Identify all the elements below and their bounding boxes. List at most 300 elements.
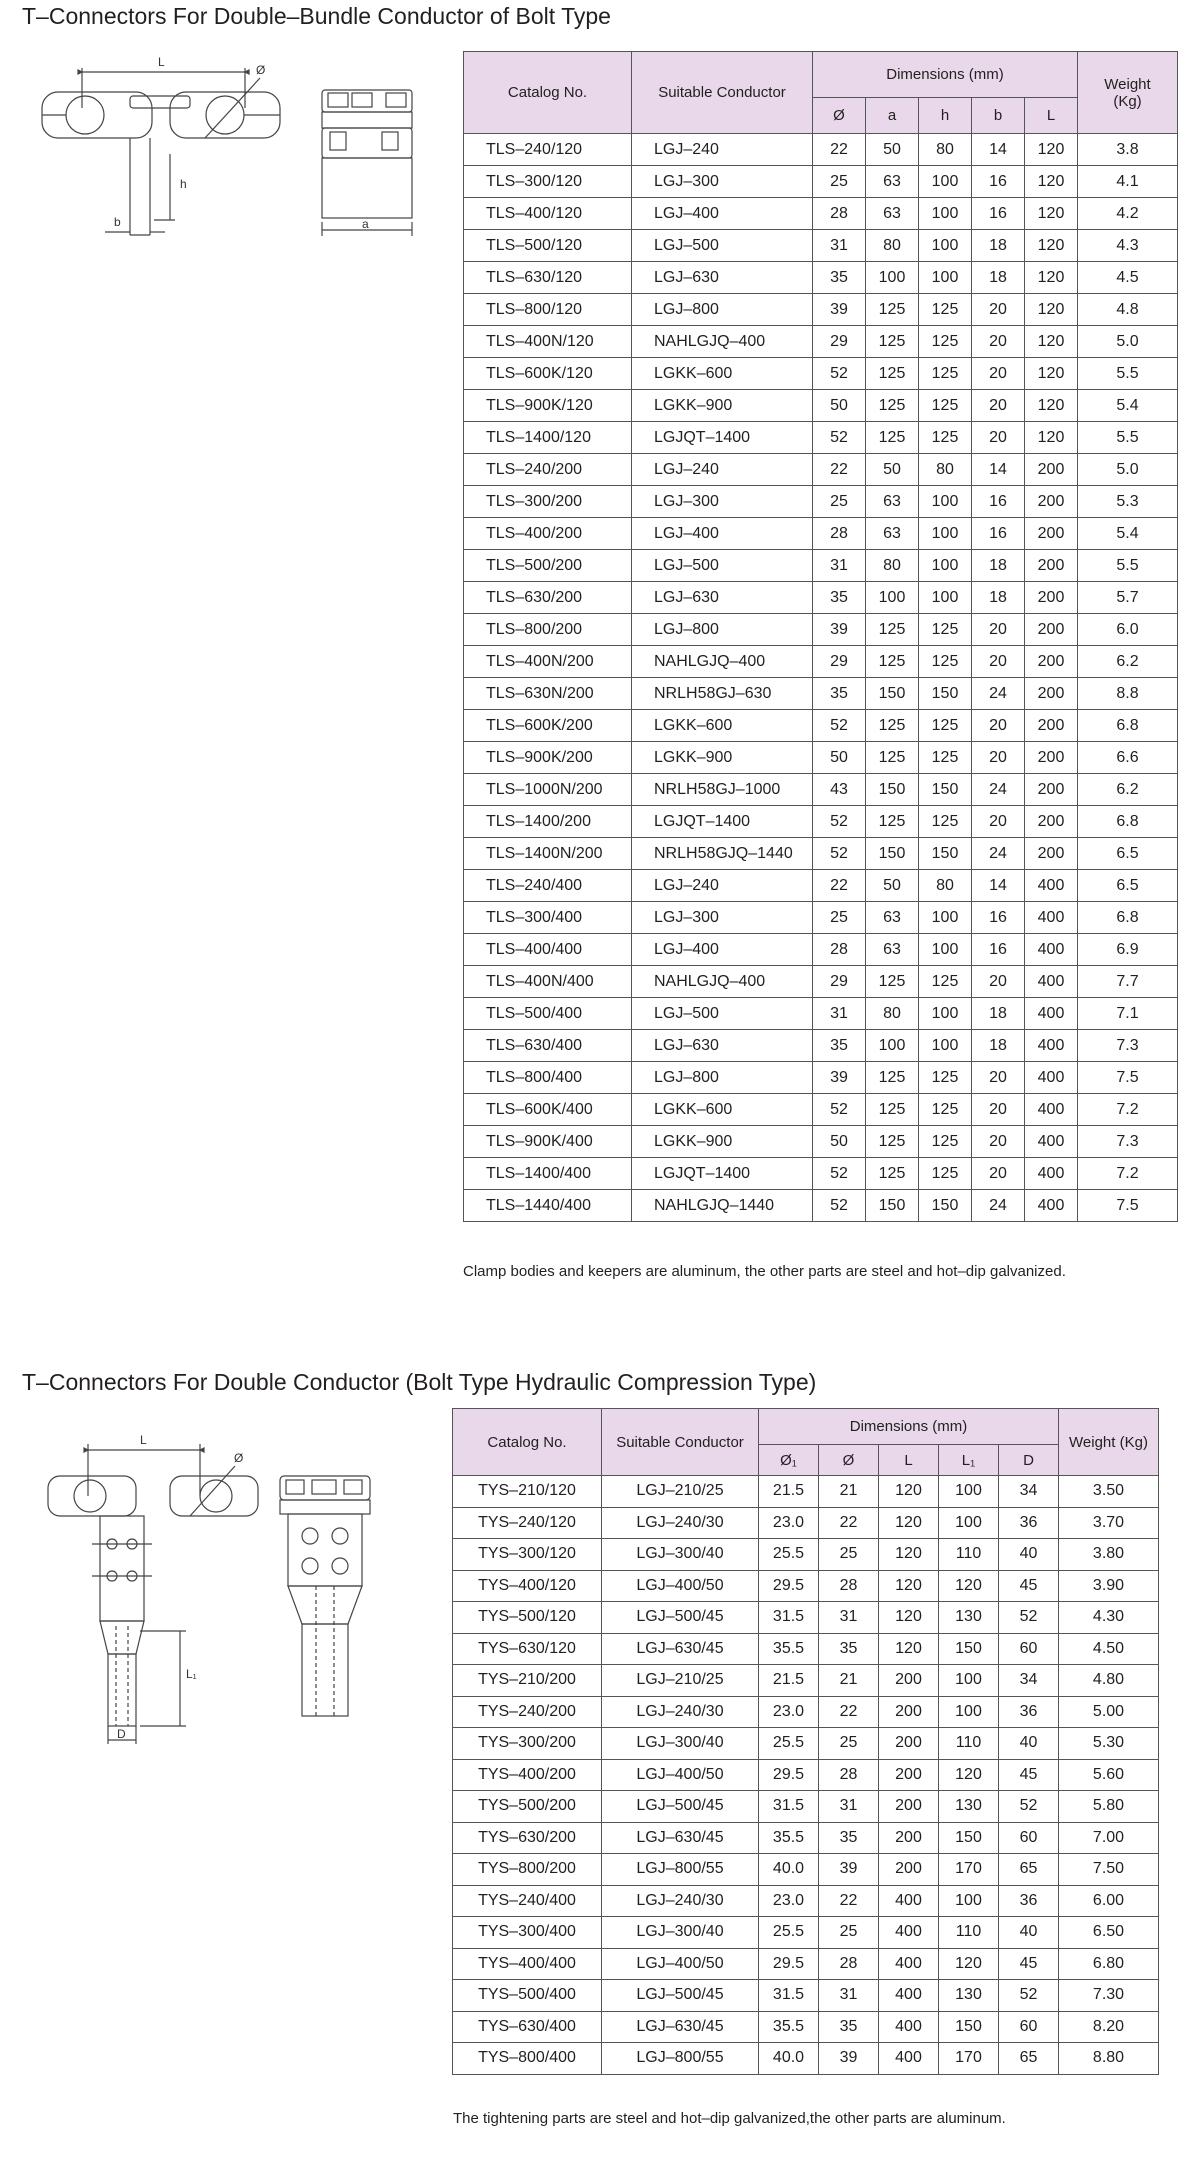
conductor-cell: LGJ–400/50 — [602, 1948, 759, 1980]
conductor-cell: LGJQT–1400 — [632, 422, 813, 454]
dim-cell: 120 — [1025, 422, 1078, 454]
conductor-cell: LGJQT–1400 — [632, 1158, 813, 1190]
dim-cell: 52 — [813, 710, 866, 742]
dim-cell: 20 — [972, 358, 1025, 390]
dim-cell: 130 — [939, 1791, 999, 1823]
dim-cell: 120 — [1025, 198, 1078, 230]
dim-cell: 45 — [999, 1570, 1059, 1602]
dim-cell: 125 — [919, 390, 972, 422]
dim-cell: 31 — [813, 550, 866, 582]
conductor-cell: LGJ–400 — [632, 518, 813, 550]
catalog-no-cell: TLS–630/400 — [464, 1030, 632, 1062]
weight-cell: 5.4 — [1078, 518, 1178, 550]
weight-cell: 4.30 — [1059, 1602, 1159, 1634]
dim-h-label: h — [180, 177, 187, 191]
dim-cell: 63 — [866, 518, 919, 550]
catalog-no-cell: TYS–630/400 — [453, 2011, 602, 2043]
weight-cell: 5.7 — [1078, 582, 1178, 614]
dim-cell: 40 — [999, 1728, 1059, 1760]
dim-cell: 120 — [879, 1570, 939, 1602]
conductor-cell: LGJ–500 — [632, 550, 813, 582]
header-suitable-conductor: Suitable Conductor — [632, 52, 813, 134]
conductor-cell: LGJ–210/25 — [602, 1476, 759, 1508]
dim-cell: 20 — [972, 390, 1025, 422]
catalog-no-cell: TYS–300/400 — [453, 1917, 602, 1949]
dim-cell: 125 — [866, 422, 919, 454]
conductor-cell: LGJ–400/50 — [602, 1759, 759, 1791]
dim-cell: 22 — [819, 1696, 879, 1728]
weight-cell: 5.5 — [1078, 422, 1178, 454]
dim-cell: 120 — [939, 1759, 999, 1791]
dim-cell: 120 — [879, 1633, 939, 1665]
catalog-no-cell: TLS–900K/400 — [464, 1126, 632, 1158]
dim-cell: 125 — [919, 710, 972, 742]
dim-cell: 25 — [819, 1539, 879, 1571]
weight-cell: 6.50 — [1059, 1917, 1159, 1949]
catalog-no-cell: TYS–800/400 — [453, 2043, 602, 2075]
weight-cell: 7.5 — [1078, 1190, 1178, 1222]
conductor-cell: LGJQT–1400 — [632, 806, 813, 838]
conductor-cell: LGJ–210/25 — [602, 1665, 759, 1697]
weight-cell: 7.3 — [1078, 1126, 1178, 1158]
table-row — [464, 166, 1178, 198]
dim-cell: 20 — [972, 966, 1025, 998]
dim-cell: 100 — [919, 166, 972, 198]
catalog-no-cell: TYS–210/200 — [453, 1665, 602, 1697]
dim-cell: 35.5 — [759, 1633, 819, 1665]
dim-cell: 100 — [939, 1665, 999, 1697]
table-row — [453, 1822, 1159, 1854]
catalog-no-cell: TYS–500/120 — [453, 1602, 602, 1634]
table-row — [464, 390, 1178, 422]
dim-cell: 120 — [1025, 230, 1078, 262]
weight-cell: 7.5 — [1078, 1062, 1178, 1094]
table-row — [464, 774, 1178, 806]
conductor-cell: NAHLGJQ–400 — [632, 326, 813, 358]
table-row — [464, 294, 1178, 326]
dim-cell: 31.5 — [759, 1602, 819, 1634]
dim-cell: 150 — [939, 2011, 999, 2043]
dim-cell: 80 — [866, 550, 919, 582]
weight-cell: 6.2 — [1078, 774, 1178, 806]
dim-cell: 35 — [819, 1633, 879, 1665]
weight-cell: 7.50 — [1059, 1854, 1159, 1886]
table-row — [464, 486, 1178, 518]
dim-cell: 31 — [819, 1791, 879, 1823]
catalog-no-cell: TLS–400N/400 — [464, 966, 632, 998]
dim-cell: 22 — [813, 870, 866, 902]
dim-cell: 29 — [813, 326, 866, 358]
table-row — [464, 1126, 1178, 1158]
table-row — [464, 326, 1178, 358]
table-row — [464, 1094, 1178, 1126]
header-dim: L₁ — [939, 1445, 999, 1476]
dim-cell: 125 — [866, 646, 919, 678]
weight-cell: 6.0 — [1078, 614, 1178, 646]
table-row — [453, 1728, 1159, 1760]
dim-cell: 125 — [866, 326, 919, 358]
conductor-cell: LGJ–300/40 — [602, 1539, 759, 1571]
weight-cell: 4.3 — [1078, 230, 1178, 262]
dim-cell: 100 — [919, 230, 972, 262]
catalog-no-cell: TLS–630/120 — [464, 262, 632, 294]
dim-cell: 200 — [879, 1759, 939, 1791]
dim-cell: 28 — [819, 1570, 879, 1602]
table-row — [464, 838, 1178, 870]
dim-cell: 25.5 — [759, 1539, 819, 1571]
dim-cell: 29.5 — [759, 1948, 819, 1980]
catalog-no-cell: TYS–400/200 — [453, 1759, 602, 1791]
dim-cell: 125 — [866, 294, 919, 326]
dim-cell: 200 — [879, 1791, 939, 1823]
catalog-no-cell: TYS–500/200 — [453, 1791, 602, 1823]
table-row — [464, 454, 1178, 486]
tls-front-view-drawing — [30, 50, 290, 240]
dim-cell: 45 — [999, 1759, 1059, 1791]
dim-cell: 170 — [939, 2043, 999, 2075]
weight-cell: 6.5 — [1078, 838, 1178, 870]
dim-cell: 200 — [1025, 806, 1078, 838]
dim-cell: 22 — [819, 1885, 879, 1917]
table-row — [453, 1665, 1159, 1697]
dim-cell: 31 — [813, 998, 866, 1030]
catalog-no-cell: TYS–240/200 — [453, 1696, 602, 1728]
dim-cell: 25.5 — [759, 1728, 819, 1760]
dim-cell: 120 — [1025, 390, 1078, 422]
dim-cell: 200 — [1025, 582, 1078, 614]
dim-cell: 60 — [999, 1633, 1059, 1665]
dim-cell: 125 — [866, 742, 919, 774]
table-row — [453, 1476, 1159, 1508]
weight-cell: 7.00 — [1059, 1822, 1159, 1854]
dim-cell: 20 — [972, 422, 1025, 454]
dim-cell: 28 — [819, 1759, 879, 1791]
conductor-cell: LGJ–400/50 — [602, 1570, 759, 1602]
dim-cell: 36 — [999, 1696, 1059, 1728]
weight-cell: 6.5 — [1078, 870, 1178, 902]
dim-cell: 28 — [819, 1948, 879, 1980]
tls-specification-table — [463, 51, 1178, 1222]
dim-cell: 39 — [813, 1062, 866, 1094]
dim-cell: 125 — [866, 806, 919, 838]
dim-cell: 23.0 — [759, 1696, 819, 1728]
dim-cell: 20 — [972, 614, 1025, 646]
dim-cell: 125 — [919, 1158, 972, 1190]
tys-front-view-drawing — [40, 1426, 270, 1746]
dim-a-label: a — [362, 217, 369, 231]
dim-cell: 120 — [1025, 134, 1078, 166]
catalog-no-cell: TYS–800/200 — [453, 1854, 602, 1886]
weight-cell: 3.90 — [1059, 1570, 1159, 1602]
header-dim: L — [879, 1445, 939, 1476]
conductor-cell: LGJ–630/45 — [602, 1822, 759, 1854]
dim-cell: 80 — [919, 454, 972, 486]
dim-cell: 150 — [866, 774, 919, 806]
header-catalog-no: Catalog No. — [464, 52, 632, 134]
header-suitable-conductor: Suitable Conductor — [602, 1409, 759, 1476]
dim-cell: 52 — [813, 422, 866, 454]
table-row — [464, 1030, 1178, 1062]
header-dim: L — [1025, 98, 1078, 134]
header-dimensions: Dimensions (mm) — [759, 1409, 1059, 1445]
catalog-no-cell: TLS–630N/200 — [464, 678, 632, 710]
dim-cell: 18 — [972, 550, 1025, 582]
dim-cell: 20 — [972, 1126, 1025, 1158]
header-dimensions: Dimensions (mm) — [813, 52, 1078, 98]
conductor-cell: NAHLGJQ–1440 — [632, 1190, 813, 1222]
weight-cell: 5.4 — [1078, 390, 1178, 422]
catalog-no-cell: TLS–240/120 — [464, 134, 632, 166]
table-row — [464, 422, 1178, 454]
header-dim: a — [866, 98, 919, 134]
dim-cell: 120 — [879, 1539, 939, 1571]
dim-cell: 120 — [879, 1602, 939, 1634]
catalog-no-cell: TLS–800/200 — [464, 614, 632, 646]
table-row — [453, 1854, 1159, 1886]
dim-cell: 130 — [939, 1602, 999, 1634]
tls-side-view-drawing — [312, 84, 422, 244]
conductor-cell: LGJ–300/40 — [602, 1728, 759, 1760]
weight-cell: 6.2 — [1078, 646, 1178, 678]
dim-cell: 45 — [999, 1948, 1059, 1980]
conductor-cell: LGJ–800 — [632, 1062, 813, 1094]
dim-cell: 40.0 — [759, 2043, 819, 2075]
dim-cell: 50 — [866, 454, 919, 486]
conductor-cell: LGJ–630 — [632, 1030, 813, 1062]
dim-cell: 100 — [919, 998, 972, 1030]
header-catalog-no: Catalog No. — [453, 1409, 602, 1476]
table-row — [453, 1885, 1159, 1917]
dim-cell: 21.5 — [759, 1665, 819, 1697]
dim-cell: 18 — [972, 262, 1025, 294]
dim-cell: 100 — [866, 582, 919, 614]
table-row — [464, 678, 1178, 710]
dim-cell: 35.5 — [759, 1822, 819, 1854]
dim-cell: 125 — [866, 358, 919, 390]
conductor-cell: LGJ–240/30 — [602, 1507, 759, 1539]
dim-cell: 31.5 — [759, 1791, 819, 1823]
dim-cell: 200 — [1025, 486, 1078, 518]
conductor-cell: LGJ–500 — [632, 998, 813, 1030]
dim-cell: 35 — [819, 1822, 879, 1854]
dim-cell: 150 — [939, 1633, 999, 1665]
conductor-cell: LGJ–240 — [632, 870, 813, 902]
weight-cell: 3.8 — [1078, 134, 1178, 166]
table-row — [453, 1791, 1159, 1823]
weight-cell: 5.5 — [1078, 358, 1178, 390]
catalog-no-cell: TLS–300/400 — [464, 902, 632, 934]
dim-L-label: L — [140, 1433, 147, 1447]
dim-cell: 50 — [813, 1126, 866, 1158]
weight-cell: 4.2 — [1078, 198, 1178, 230]
weight-cell: 6.8 — [1078, 710, 1178, 742]
dim-cell: 50 — [866, 870, 919, 902]
dim-cell: 200 — [1025, 614, 1078, 646]
dim-cell: 52 — [813, 1190, 866, 1222]
dim-cell: 125 — [919, 1094, 972, 1126]
catalog-no-cell: TYS–500/400 — [453, 1980, 602, 2012]
dim-cell: 25 — [813, 486, 866, 518]
catalog-no-cell: TLS–600K/200 — [464, 710, 632, 742]
dim-cell: 20 — [972, 806, 1025, 838]
weight-cell: 4.50 — [1059, 1633, 1159, 1665]
header-dim: Ø — [819, 1445, 879, 1476]
dim-cell: 80 — [866, 230, 919, 262]
dim-cell: 50 — [813, 742, 866, 774]
catalog-no-cell: TLS–400/200 — [464, 518, 632, 550]
conductor-cell: LGJ–300 — [632, 902, 813, 934]
table-row — [464, 998, 1178, 1030]
conductor-cell: LGJ–800 — [632, 614, 813, 646]
weight-cell: 8.8 — [1078, 678, 1178, 710]
conductor-cell: LGKK–900 — [632, 390, 813, 422]
dim-cell: 35.5 — [759, 2011, 819, 2043]
conductor-cell: LGJ–500/45 — [602, 1602, 759, 1634]
catalog-no-cell: TLS–900K/200 — [464, 742, 632, 774]
table-row — [464, 262, 1178, 294]
catalog-no-cell: TLS–400/120 — [464, 198, 632, 230]
dim-cell: 25 — [819, 1917, 879, 1949]
dim-cell: 39 — [813, 294, 866, 326]
dim-cell: 400 — [1025, 934, 1078, 966]
section1-note: Clamp bodies and keepers are aluminum, the other parts are steel and hot–dip galvanized. — [463, 1263, 1066, 1280]
dim-cell: 150 — [919, 1190, 972, 1222]
header-dim: b — [972, 98, 1025, 134]
dim-cell: 400 — [1025, 998, 1078, 1030]
conductor-cell: LGJ–300/40 — [602, 1917, 759, 1949]
dim-cell: 14 — [972, 870, 1025, 902]
conductor-cell: LGKK–600 — [632, 358, 813, 390]
catalog-no-cell: TYS–240/400 — [453, 1885, 602, 1917]
dim-cell: 80 — [919, 134, 972, 166]
dim-cell: 120 — [1025, 358, 1078, 390]
catalog-no-cell: TLS–630/200 — [464, 582, 632, 614]
tys-side-view-drawing — [270, 1466, 380, 1726]
catalog-no-cell: TLS–1440/400 — [464, 1190, 632, 1222]
dim-cell: 16 — [972, 198, 1025, 230]
dim-cell: 63 — [866, 902, 919, 934]
dim-cell: 24 — [972, 678, 1025, 710]
table-row — [464, 966, 1178, 998]
dim-cell: 36 — [999, 1885, 1059, 1917]
dim-cell: 34 — [999, 1665, 1059, 1697]
weight-cell: 4.8 — [1078, 294, 1178, 326]
dim-cell: 16 — [972, 518, 1025, 550]
conductor-cell: NRLH58GJ–1000 — [632, 774, 813, 806]
dim-cell: 16 — [972, 902, 1025, 934]
dim-cell: 18 — [972, 230, 1025, 262]
dim-cell: 400 — [879, 2011, 939, 2043]
table-row — [464, 198, 1178, 230]
dim-cell: 52 — [813, 1158, 866, 1190]
dim-cell: 60 — [999, 1822, 1059, 1854]
dim-cell: 14 — [972, 454, 1025, 486]
weight-cell: 6.00 — [1059, 1885, 1159, 1917]
dim-cell: 200 — [1025, 646, 1078, 678]
dim-cell: 100 — [919, 1030, 972, 1062]
table-row — [464, 870, 1178, 902]
catalog-no-cell: TYS–630/200 — [453, 1822, 602, 1854]
dim-cell: 125 — [866, 966, 919, 998]
dim-cell: 100 — [919, 582, 972, 614]
dim-cell: 150 — [866, 1190, 919, 1222]
section2-title: T–Connectors For Double Conductor (Bolt Type Hydraulic Compression Type) — [22, 1369, 817, 1395]
dim-cell: 125 — [919, 1062, 972, 1094]
dim-cell: 52 — [999, 1980, 1059, 2012]
dim-cell: 100 — [939, 1885, 999, 1917]
conductor-cell: LGJ–630 — [632, 582, 813, 614]
catalog-no-cell: TYS–210/120 — [453, 1476, 602, 1508]
table-row — [464, 806, 1178, 838]
weight-cell: 6.6 — [1078, 742, 1178, 774]
dim-cell: 110 — [939, 1539, 999, 1571]
dim-cell: 125 — [919, 742, 972, 774]
dim-cell: 100 — [939, 1476, 999, 1508]
dim-cell: 125 — [919, 422, 972, 454]
conductor-cell: LGJ–300 — [632, 166, 813, 198]
table-row — [453, 1602, 1159, 1634]
table-row — [464, 614, 1178, 646]
dim-cell: 31.5 — [759, 1980, 819, 2012]
dim-cell: 29 — [813, 646, 866, 678]
dim-phi-label: Ø — [234, 1451, 244, 1465]
conductor-cell: LGJ–240 — [632, 134, 813, 166]
dim-cell: 110 — [939, 1917, 999, 1949]
conductor-cell: NRLH58GJQ–1440 — [632, 838, 813, 870]
catalog-no-cell: TLS–400/400 — [464, 934, 632, 966]
dim-cell: 63 — [866, 198, 919, 230]
dim-cell: 34 — [999, 1476, 1059, 1508]
table-row — [464, 742, 1178, 774]
table-row — [453, 1507, 1159, 1539]
dim-cell: 28 — [813, 518, 866, 550]
dim-cell: 35 — [813, 678, 866, 710]
weight-cell: 5.0 — [1078, 454, 1178, 486]
dim-cell: 120 — [1025, 262, 1078, 294]
dim-cell: 400 — [879, 1917, 939, 1949]
catalog-no-cell: TYS–400/120 — [453, 1570, 602, 1602]
dim-cell: 24 — [972, 774, 1025, 806]
dim-cell: 400 — [879, 2043, 939, 2075]
conductor-cell: LGKK–900 — [632, 742, 813, 774]
dim-cell: 200 — [1025, 454, 1078, 486]
dim-cell: 120 — [1025, 294, 1078, 326]
dim-cell: 80 — [919, 870, 972, 902]
dim-cell: 400 — [1025, 1190, 1078, 1222]
dim-cell: 100 — [919, 518, 972, 550]
dim-cell: 52 — [813, 838, 866, 870]
section1-title: T–Connectors For Double–Bundle Conductor of Bolt Type — [22, 3, 611, 29]
dim-cell: 35 — [813, 1030, 866, 1062]
tys-specification-table — [452, 1408, 1159, 2075]
catalog-no-cell: TLS–1400/200 — [464, 806, 632, 838]
dim-cell: 120 — [939, 1570, 999, 1602]
header-dim: D — [999, 1445, 1059, 1476]
table-row — [464, 550, 1178, 582]
dim-b-label: b — [114, 215, 121, 229]
dim-cell: 100 — [919, 262, 972, 294]
dim-cell: 100 — [919, 934, 972, 966]
dim-cell: 14 — [972, 134, 1025, 166]
dim-cell: 63 — [866, 934, 919, 966]
dim-cell: 200 — [1025, 518, 1078, 550]
dim-cell: 100 — [919, 198, 972, 230]
dim-cell: 52 — [813, 1094, 866, 1126]
dim-cell: 100 — [919, 902, 972, 934]
conductor-cell: LGJ–300 — [632, 486, 813, 518]
table-row — [464, 902, 1178, 934]
dim-cell: 20 — [972, 742, 1025, 774]
